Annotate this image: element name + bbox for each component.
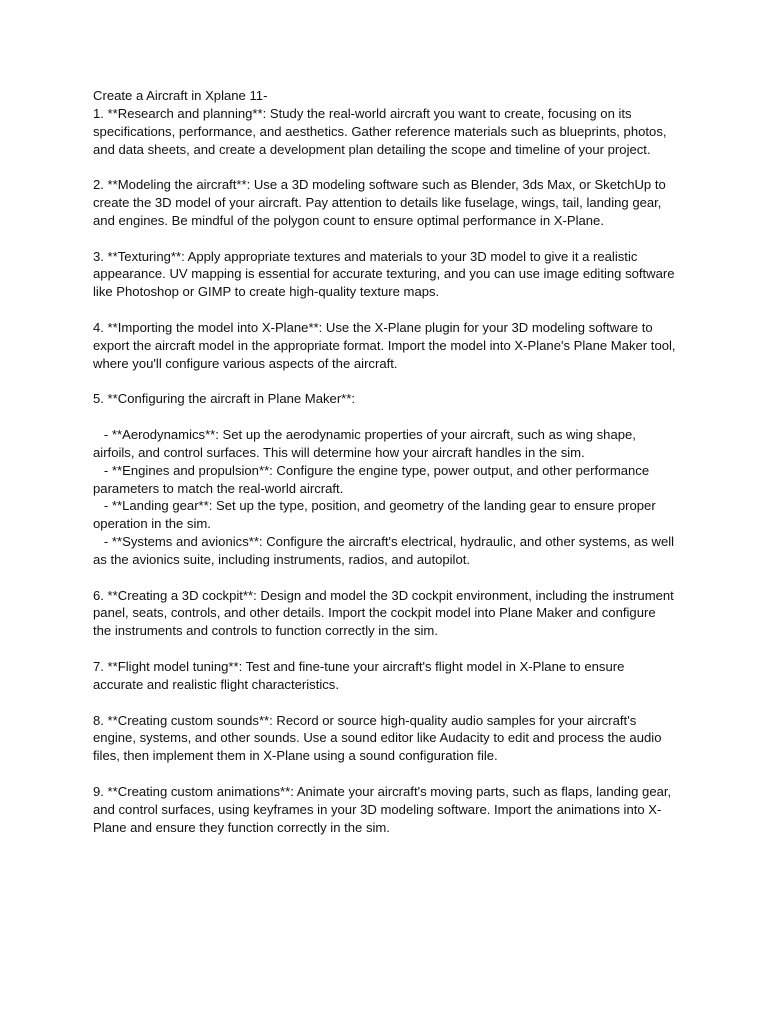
step-importing-model: 4. **Importing the model into X-Plane**: Use the X-Plane plugin for your 3D modeling software to export the aircraft model in the appropriate format. Import the model into X-Plane's Plane Maker tool, where you'll configure various aspects of the aircraft. — [93, 319, 680, 371]
document-body — [93, 87, 680, 854]
substep-systems-avionics: - **Systems and avionics**: Configure the aircraft's electrical, hydraulic, and other systems, as well as the avionics suite, including instruments, radios, and autopilot. — [93, 534, 678, 567]
step-modeling-aircraft: 2. **Modeling the aircraft**: Use a 3D modeling software such as Blender, 3ds Max, or SketchUp to create the 3D model of your aircraft. Pay attention to details like fuselage, wings, tail, landing gear, and engines. Be mindful of the polygon count to ensure optimal performance in X-Plane. — [93, 177, 670, 228]
step-custom-sounds: 8. **Creating custom sounds**: Record or source high-quality audio samples for your aircraft's engine, systems, and other sounds. Use a sound editor like Audacity to edit and process the audio files, then implement them in X-Plane using a sound configuration file. — [93, 712, 666, 764]
document-title: Create a Aircraft in Xplane 11- — [93, 88, 268, 103]
step-flight-model-tuning: 7. **Flight model tuning**: Test and fine-tune your aircraft's flight model in X-Plane to ensure accurate and realistic flight characteristics. — [93, 659, 629, 692]
substep-engines-propulsion: - **Engines and propulsion**: Configure the engine type, power output, and other performance parameters to match the real-world aircraft. — [93, 462, 653, 496]
step-3d-cockpit: 6. **Creating a 3D cockpit**: Design and model the 3D cockpit environment, including the instrument panel, seats, controls, and other details. Import the cockpit model into Plane Maker and configure the instruments and controls to function correctly in the sim. — [93, 587, 678, 639]
substep-aerodynamics: - **Aerodynamics**: Set up the aerodynamic properties of your aircraft, such as wing shape, airfoils, and control surfaces. This will determine how your aircraft handles in the sim. — [93, 427, 640, 460]
step-configuring-plane-maker: 5. **Configuring the aircraft in Plane Maker**: — [93, 391, 356, 407]
step-texturing: 3. **Texturing**: Apply appropriate textures and materials to your 3D model to give it a realistic appearance. UV mapping is essential for accurate texturing, and you can use image editing software like Photoshop or GIMP to create high-quality texture maps. — [93, 248, 679, 300]
step-custom-animations: 9. **Creating custom animations**: Animate your aircraft's moving parts, such as flaps, landing gear, and control surfaces, using keyframes in your 3D modeling software. Import the animations into X-Plane and ensure they function correctly in the sim. — [93, 783, 675, 835]
substep-landing-gear: - **Landing gear**: Set up the type, position, and geometry of the landing gear to ensure proper operation in the sim. — [93, 498, 660, 532]
step-research-planning: 1. **Research and planning**: Study the real-world aircraft you want to create, focusing on its specifications, performance, and aesthetics. Gather reference materials such as blueprints, photos, and data sheets, and create a development plan detailing the scope and timeline of your project. — [93, 105, 671, 157]
